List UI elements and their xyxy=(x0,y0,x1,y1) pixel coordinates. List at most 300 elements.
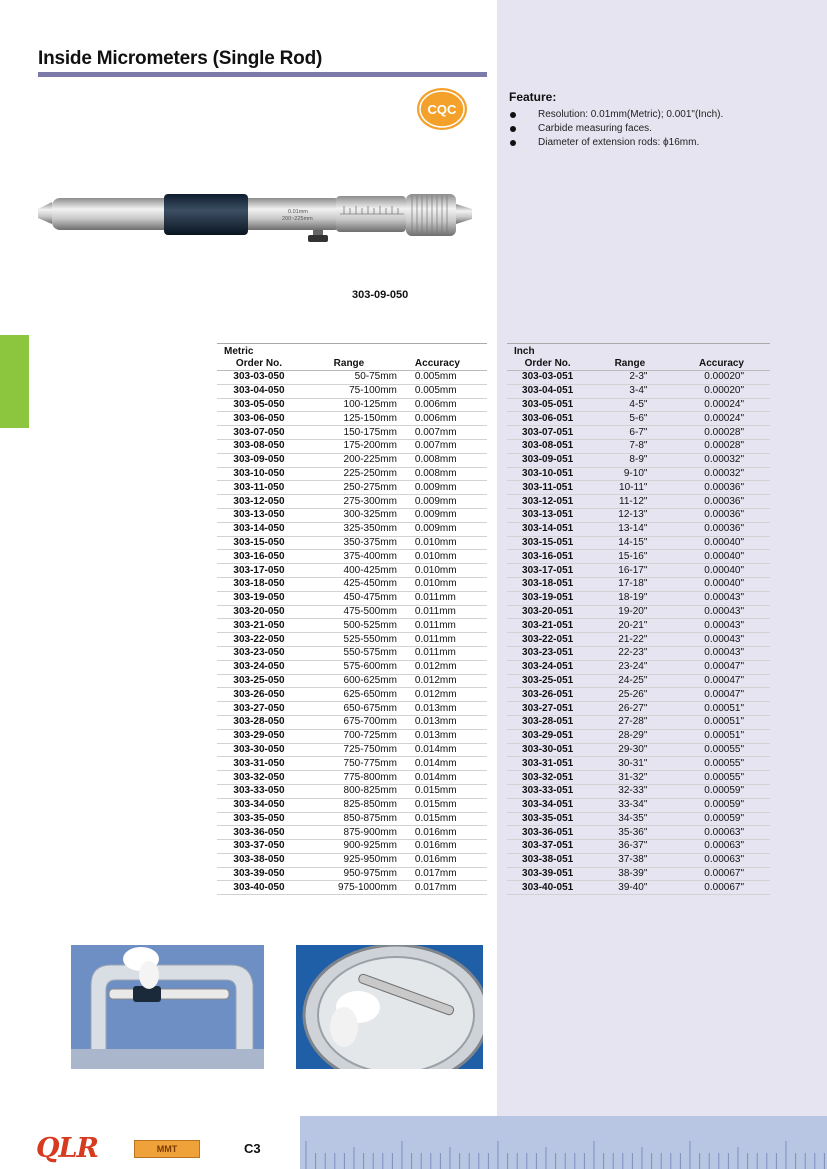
table-row xyxy=(217,784,487,798)
range-cell: 275-300mm xyxy=(301,495,405,509)
accuracy-cell: 0.013mm xyxy=(405,729,487,743)
order-number-cell: 303-18-050 xyxy=(217,577,301,591)
range-cell: 375-400mm xyxy=(301,550,405,564)
order-number-cell: 303-16-050 xyxy=(217,550,301,564)
table-row xyxy=(507,798,770,812)
range-cell: 13-14" xyxy=(588,522,671,536)
table-row xyxy=(507,826,770,840)
range-cell: 28-29" xyxy=(588,729,671,743)
table-row xyxy=(507,646,770,660)
range-cell: 900-925mm xyxy=(301,840,405,854)
feature-block xyxy=(509,90,809,150)
micrometer-measuring-frame-photo xyxy=(71,945,264,1069)
range-cell: 325-350mm xyxy=(301,522,405,536)
range-cell: 7-8" xyxy=(588,439,671,453)
table-row xyxy=(507,398,770,412)
order-number-cell: 303-10-050 xyxy=(217,467,301,481)
accuracy-cell: 0.009mm xyxy=(405,481,487,495)
cqc-logo-text: CQC xyxy=(427,102,457,117)
table-row xyxy=(217,688,487,702)
accuracy-cell: 0.00051" xyxy=(671,702,770,716)
table-section-row xyxy=(217,344,487,358)
order-number-cell: 303-26-050 xyxy=(217,688,301,702)
accuracy-cell: 0.00024" xyxy=(671,412,770,426)
accuracy-cell: 0.005mm xyxy=(405,371,487,385)
order-number-cell: 303-28-050 xyxy=(217,715,301,729)
range-cell: 75-100mm xyxy=(301,384,405,398)
order-number-cell: 303-20-051 xyxy=(507,605,588,619)
order-number-cell: 303-08-050 xyxy=(217,439,301,453)
range-cell: 21-22" xyxy=(588,633,671,647)
table-row xyxy=(217,881,487,895)
table-section-row xyxy=(507,344,770,358)
table-row xyxy=(217,771,487,785)
table-row xyxy=(507,853,770,867)
column-header: Accuracy xyxy=(405,357,487,371)
accuracy-cell: 0.00063" xyxy=(671,853,770,867)
range-cell: 225-250mm xyxy=(301,467,405,481)
range-cell: 30-31" xyxy=(588,757,671,771)
metric-table xyxy=(217,343,487,895)
accuracy-cell: 0.00036" xyxy=(671,481,770,495)
accuracy-cell: 0.00059" xyxy=(671,812,770,826)
table-body xyxy=(507,371,770,895)
accuracy-cell: 0.00028" xyxy=(671,439,770,453)
order-number-cell: 303-06-051 xyxy=(507,412,588,426)
table-row xyxy=(507,757,770,771)
table-row xyxy=(217,371,487,385)
mmt-logo: MMT xyxy=(134,1140,200,1158)
accuracy-cell: 0.017mm xyxy=(405,881,487,895)
range-cell: 9-10" xyxy=(588,467,671,481)
order-number-cell: 303-03-051 xyxy=(507,371,588,385)
table-row xyxy=(217,536,487,550)
table-row xyxy=(217,853,487,867)
range-cell: 10-11" xyxy=(588,481,671,495)
accuracy-cell: 0.00043" xyxy=(671,591,770,605)
range-cell: 22-23" xyxy=(588,646,671,660)
accuracy-cell: 0.007mm xyxy=(405,426,487,440)
table-row xyxy=(507,481,770,495)
order-number-cell: 303-18-051 xyxy=(507,577,588,591)
range-cell: 36-37" xyxy=(588,840,671,854)
order-number-cell: 303-36-051 xyxy=(507,826,588,840)
table-row xyxy=(507,467,770,481)
range-cell: 550-575mm xyxy=(301,646,405,660)
column-header: Order No. xyxy=(217,357,301,371)
accuracy-cell: 0.010mm xyxy=(405,577,487,591)
order-number-cell: 303-36-050 xyxy=(217,826,301,840)
accuracy-cell: 0.017mm xyxy=(405,867,487,881)
accuracy-cell: 0.00040" xyxy=(671,564,770,578)
accuracy-cell: 0.00063" xyxy=(671,826,770,840)
range-cell: 750-775mm xyxy=(301,757,405,771)
order-number-cell: 303-38-051 xyxy=(507,853,588,867)
table-row xyxy=(217,495,487,509)
table-row xyxy=(217,633,487,647)
accuracy-cell: 0.012mm xyxy=(405,660,487,674)
table-row xyxy=(217,384,487,398)
order-number-cell: 303-23-051 xyxy=(507,646,588,660)
feature-list xyxy=(509,108,809,150)
range-cell: 300-325mm xyxy=(301,508,405,522)
table-row xyxy=(507,674,770,688)
range-cell: 400-425mm xyxy=(301,564,405,578)
range-cell: 625-650mm xyxy=(301,688,405,702)
table-header-row xyxy=(217,357,487,371)
order-number-cell: 303-11-051 xyxy=(507,481,588,495)
range-cell: 700-725mm xyxy=(301,729,405,743)
order-number-cell: 303-20-050 xyxy=(217,605,301,619)
order-number-cell: 303-19-050 xyxy=(217,591,301,605)
range-cell: 825-850mm xyxy=(301,798,405,812)
order-number-cell: 303-10-051 xyxy=(507,467,588,481)
accuracy-cell: 0.007mm xyxy=(405,439,487,453)
table-row xyxy=(507,371,770,385)
section-tab xyxy=(0,335,29,428)
accuracy-cell: 0.00028" xyxy=(671,426,770,440)
order-number-cell: 303-31-050 xyxy=(217,757,301,771)
table-row xyxy=(217,867,487,881)
table-row xyxy=(217,757,487,771)
order-number-cell: 303-21-050 xyxy=(217,619,301,633)
range-cell: 37-38" xyxy=(588,853,671,867)
table-row xyxy=(507,412,770,426)
table-row xyxy=(217,398,487,412)
order-number-cell: 303-34-051 xyxy=(507,798,588,812)
order-number-cell: 303-06-050 xyxy=(217,412,301,426)
order-number-cell: 303-15-050 xyxy=(217,536,301,550)
order-number-cell: 303-17-050 xyxy=(217,564,301,578)
order-number-cell: 303-13-050 xyxy=(217,508,301,522)
table-row xyxy=(217,481,487,495)
table-row xyxy=(217,426,487,440)
range-cell: 18-19" xyxy=(588,591,671,605)
barrel-marking: 0.01mm xyxy=(288,209,308,215)
accuracy-cell: 0.011mm xyxy=(405,591,487,605)
accuracy-cell: 0.00067" xyxy=(671,867,770,881)
accuracy-cell: 0.011mm xyxy=(405,646,487,660)
accuracy-cell: 0.013mm xyxy=(405,715,487,729)
accuracy-cell: 0.00020" xyxy=(671,384,770,398)
qlr-logo: QLR xyxy=(36,1133,98,1164)
accuracy-cell: 0.008mm xyxy=(405,467,487,481)
range-cell: 350-375mm xyxy=(301,536,405,550)
order-number-cell: 303-34-050 xyxy=(217,798,301,812)
table-row xyxy=(507,439,770,453)
order-number-cell: 303-21-051 xyxy=(507,619,588,633)
accuracy-cell: 0.00043" xyxy=(671,633,770,647)
range-cell: 675-700mm xyxy=(301,715,405,729)
table-row xyxy=(507,840,770,854)
accuracy-cell: 0.00055" xyxy=(671,757,770,771)
order-number-cell: 303-15-051 xyxy=(507,536,588,550)
range-cell: 50-75mm xyxy=(301,371,405,385)
range-cell: 875-900mm xyxy=(301,826,405,840)
accuracy-cell: 0.00043" xyxy=(671,605,770,619)
order-number-cell: 303-03-050 xyxy=(217,371,301,385)
table-row xyxy=(507,702,770,716)
range-cell: 425-450mm xyxy=(301,577,405,591)
range-cell: 125-150mm xyxy=(301,412,405,426)
column-header: Range xyxy=(301,357,405,371)
table-row xyxy=(507,660,770,674)
range-cell: 200-225mm xyxy=(301,453,405,467)
order-number-cell: 303-32-050 xyxy=(217,771,301,785)
range-cell: 250-275mm xyxy=(301,481,405,495)
range-cell: 35-36" xyxy=(588,826,671,840)
order-number-cell: 303-33-050 xyxy=(217,784,301,798)
accuracy-cell: 0.006mm xyxy=(405,398,487,412)
range-cell: 27-28" xyxy=(588,715,671,729)
page-number: C3 xyxy=(244,1141,261,1156)
order-number-cell: 303-38-050 xyxy=(217,853,301,867)
range-cell: 850-875mm xyxy=(301,812,405,826)
table-row xyxy=(217,743,487,757)
accuracy-cell: 0.011mm xyxy=(405,605,487,619)
table-row xyxy=(507,715,770,729)
range-cell: 12-13" xyxy=(588,508,671,522)
table-row xyxy=(217,522,487,536)
accuracy-cell: 0.014mm xyxy=(405,771,487,785)
accuracy-cell: 0.00036" xyxy=(671,508,770,522)
order-number-cell: 303-14-050 xyxy=(217,522,301,536)
order-number-cell: 303-40-051 xyxy=(507,881,588,895)
order-number-cell: 303-31-051 xyxy=(507,757,588,771)
accuracy-cell: 0.014mm xyxy=(405,743,487,757)
order-number-cell: 303-09-050 xyxy=(217,453,301,467)
accuracy-cell: 0.010mm xyxy=(405,536,487,550)
order-number-cell: 303-28-051 xyxy=(507,715,588,729)
table-row xyxy=(507,564,770,578)
range-cell: 26-27" xyxy=(588,702,671,716)
accuracy-cell: 0.011mm xyxy=(405,633,487,647)
range-cell: 25-26" xyxy=(588,688,671,702)
table-row xyxy=(217,564,487,578)
accuracy-cell: 0.016mm xyxy=(405,840,487,854)
range-cell: 24-25" xyxy=(588,674,671,688)
feature-item: Diameter of extension rods: ϕ16mm. xyxy=(509,136,809,150)
accuracy-cell: 0.00043" xyxy=(671,646,770,660)
table-row xyxy=(217,508,487,522)
order-number-cell: 303-39-051 xyxy=(507,867,588,881)
range-cell: 975-1000mm xyxy=(301,881,405,895)
table-row xyxy=(507,605,770,619)
accuracy-cell: 0.00047" xyxy=(671,688,770,702)
table-row xyxy=(217,674,487,688)
table-row xyxy=(217,619,487,633)
table-section-label: Metric xyxy=(217,344,487,358)
accuracy-cell: 0.009mm xyxy=(405,508,487,522)
table-row xyxy=(217,812,487,826)
order-number-cell: 303-11-050 xyxy=(217,481,301,495)
accuracy-cell: 0.00040" xyxy=(671,577,770,591)
order-number-cell: 303-14-051 xyxy=(507,522,588,536)
accuracy-cell: 0.00051" xyxy=(671,729,770,743)
accuracy-cell: 0.00047" xyxy=(671,660,770,674)
table-row xyxy=(507,743,770,757)
table-body xyxy=(217,371,487,895)
table-row xyxy=(217,577,487,591)
order-number-cell: 303-19-051 xyxy=(507,591,588,605)
range-cell: 4-5" xyxy=(588,398,671,412)
range-cell: 925-950mm xyxy=(301,853,405,867)
order-number-cell: 303-05-051 xyxy=(507,398,588,412)
accuracy-cell: 0.010mm xyxy=(405,550,487,564)
table-row xyxy=(217,453,487,467)
range-cell: 725-750mm xyxy=(301,743,405,757)
accuracy-cell: 0.012mm xyxy=(405,674,487,688)
table-row xyxy=(507,384,770,398)
range-cell: 19-20" xyxy=(588,605,671,619)
order-number-cell: 303-12-051 xyxy=(507,495,588,509)
table-row xyxy=(507,550,770,564)
range-cell: 8-9" xyxy=(588,453,671,467)
table-row xyxy=(507,522,770,536)
order-number-cell: 303-26-051 xyxy=(507,688,588,702)
order-number-cell: 303-29-050 xyxy=(217,729,301,743)
range-cell: 31-32" xyxy=(588,771,671,785)
barrel-marking: 200~225mm xyxy=(282,216,313,222)
accuracy-cell: 0.015mm xyxy=(405,784,487,798)
table-row xyxy=(507,536,770,550)
order-number-cell: 303-35-051 xyxy=(507,812,588,826)
order-number-cell: 303-22-051 xyxy=(507,633,588,647)
column-header: Range xyxy=(588,357,671,371)
range-cell: 775-800mm xyxy=(301,771,405,785)
order-number-cell: 303-04-051 xyxy=(507,384,588,398)
inside-micrometer-illustration xyxy=(38,190,488,246)
range-cell: 34-35" xyxy=(588,812,671,826)
order-number-cell: 303-04-050 xyxy=(217,384,301,398)
feature-title: Feature: xyxy=(509,90,557,104)
table-row xyxy=(217,467,487,481)
accuracy-cell: 0.015mm xyxy=(405,812,487,826)
table-row xyxy=(507,577,770,591)
order-number-cell: 303-27-051 xyxy=(507,702,588,716)
table-section-label: Inch xyxy=(507,344,770,358)
accuracy-cell: 0.009mm xyxy=(405,495,487,509)
range-cell: 32-33" xyxy=(588,784,671,798)
table-row xyxy=(217,412,487,426)
table-row xyxy=(507,508,770,522)
order-number-cell: 303-24-051 xyxy=(507,660,588,674)
accuracy-cell: 0.00024" xyxy=(671,398,770,412)
range-cell: 20-21" xyxy=(588,619,671,633)
accuracy-cell: 0.012mm xyxy=(405,688,487,702)
table-row xyxy=(217,660,487,674)
order-number-cell: 303-37-051 xyxy=(507,840,588,854)
order-number-cell: 303-05-050 xyxy=(217,398,301,412)
accuracy-cell: 0.016mm xyxy=(405,826,487,840)
product-caption: 303-09-050 xyxy=(352,289,409,301)
range-cell: 800-825mm xyxy=(301,784,405,798)
range-cell: 100-125mm xyxy=(301,398,405,412)
order-number-cell: 303-39-050 xyxy=(217,867,301,881)
accuracy-cell: 0.00059" xyxy=(671,784,770,798)
accuracy-cell: 0.00059" xyxy=(671,798,770,812)
table-header-row xyxy=(507,357,770,371)
accuracy-cell: 0.00063" xyxy=(671,840,770,854)
order-number-cell: 303-27-050 xyxy=(217,702,301,716)
range-cell: 175-200mm xyxy=(301,439,405,453)
range-cell: 16-17" xyxy=(588,564,671,578)
range-cell: 150-175mm xyxy=(301,426,405,440)
order-number-cell: 303-22-050 xyxy=(217,633,301,647)
accuracy-cell: 0.00051" xyxy=(671,715,770,729)
accuracy-cell: 0.005mm xyxy=(405,384,487,398)
accuracy-cell: 0.011mm xyxy=(405,619,487,633)
table-row xyxy=(507,619,770,633)
accuracy-cell: 0.00032" xyxy=(671,467,770,481)
accuracy-cell: 0.00055" xyxy=(671,771,770,785)
range-cell: 2-3" xyxy=(588,371,671,385)
accuracy-cell: 0.00020" xyxy=(671,371,770,385)
table-row xyxy=(507,688,770,702)
range-cell: 5-6" xyxy=(588,412,671,426)
table-row xyxy=(217,840,487,854)
range-cell: 29-30" xyxy=(588,743,671,757)
table-row xyxy=(507,867,770,881)
table-row xyxy=(507,591,770,605)
order-number-cell: 303-24-050 xyxy=(217,660,301,674)
table-row xyxy=(217,439,487,453)
order-number-cell: 303-12-050 xyxy=(217,495,301,509)
accuracy-cell: 0.00055" xyxy=(671,743,770,757)
order-number-cell: 303-30-051 xyxy=(507,743,588,757)
table-row xyxy=(217,826,487,840)
table-row xyxy=(507,812,770,826)
table-row xyxy=(507,784,770,798)
order-number-cell: 303-23-050 xyxy=(217,646,301,660)
table-row xyxy=(507,426,770,440)
table-row xyxy=(217,702,487,716)
table-row xyxy=(507,495,770,509)
table-row xyxy=(507,881,770,895)
accuracy-cell: 0.016mm xyxy=(405,853,487,867)
accuracy-cell: 0.00040" xyxy=(671,536,770,550)
order-number-cell: 303-07-051 xyxy=(507,426,588,440)
order-number-cell: 303-29-051 xyxy=(507,729,588,743)
range-cell: 600-625mm xyxy=(301,674,405,688)
accuracy-cell: 0.00036" xyxy=(671,495,770,509)
range-cell: 950-975mm xyxy=(301,867,405,881)
accuracy-cell: 0.00047" xyxy=(671,674,770,688)
cqc-logo xyxy=(416,87,468,131)
table-row xyxy=(217,715,487,729)
accuracy-cell: 0.00036" xyxy=(671,522,770,536)
range-cell: 3-4" xyxy=(588,384,671,398)
order-number-cell: 303-07-050 xyxy=(217,426,301,440)
range-cell: 15-16" xyxy=(588,550,671,564)
range-cell: 33-34" xyxy=(588,798,671,812)
table-row xyxy=(217,646,487,660)
order-number-cell: 303-25-050 xyxy=(217,674,301,688)
title-rule xyxy=(38,72,487,77)
column-header: Accuracy xyxy=(671,357,770,371)
range-cell: 6-7" xyxy=(588,426,671,440)
accuracy-cell: 0.013mm xyxy=(405,702,487,716)
range-cell: 475-500mm xyxy=(301,605,405,619)
table-row xyxy=(507,771,770,785)
table-row xyxy=(217,591,487,605)
feature-item: Resolution: 0.01mm(Metric); 0.001"(Inch). xyxy=(509,108,809,122)
table-row xyxy=(507,729,770,743)
range-cell: 17-18" xyxy=(588,577,671,591)
order-number-cell: 303-17-051 xyxy=(507,564,588,578)
range-cell: 11-12" xyxy=(588,495,671,509)
micrometer-measuring-ring-photo xyxy=(296,945,483,1069)
